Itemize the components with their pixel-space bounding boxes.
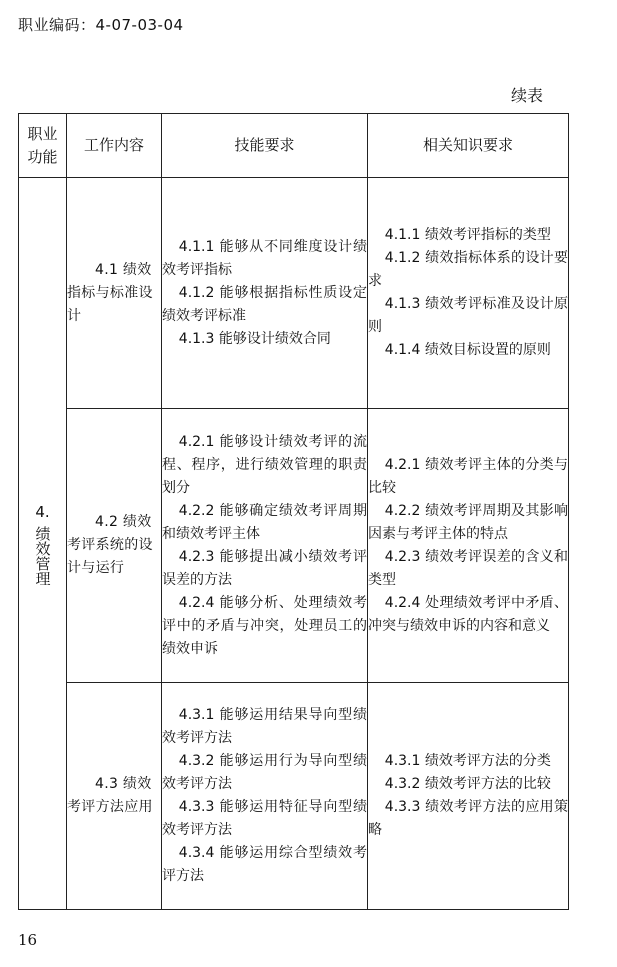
skill-requirements-table bbox=[18, 113, 569, 910]
content-text: 4.3 绩效考评方法应用 bbox=[67, 776, 153, 815]
skill-item: 4.3.3 能够运用特征导向型绩效考评方法 bbox=[162, 799, 367, 838]
knowledge-item: 4.3.1 绩效考评方法的分类 bbox=[384, 753, 551, 769]
content-cell bbox=[67, 409, 162, 683]
table-header-row bbox=[19, 114, 569, 178]
function-number: 4. bbox=[35, 502, 50, 521]
header-function-line1: 职业 bbox=[27, 124, 58, 143]
knowledge-item: 4.3.2 绩效考评方法的比较 bbox=[384, 776, 551, 792]
skill-item: 4.2.3 能够提出减小绩效考评误差的方法 bbox=[162, 548, 367, 588]
skill-item: 4.1.1 能够从不同维度设计绩效考评指标 bbox=[162, 238, 367, 278]
skills-cell bbox=[162, 683, 368, 910]
knowledge-item: 4.2.1 绩效考评主体的分类与比较 bbox=[368, 456, 568, 496]
knowledge-item: 4.1.2 绩效指标体系的设计要求 bbox=[368, 250, 568, 289]
skills-cell bbox=[162, 409, 368, 683]
table-row bbox=[19, 683, 569, 910]
knowledge-cell bbox=[368, 409, 569, 683]
skill-item: 4.1.2 能够根据指标性质设定绩效考评标准 bbox=[162, 284, 367, 324]
knowledge-cell bbox=[368, 178, 569, 409]
function-label: 绩效管理 bbox=[33, 525, 52, 586]
header-skills: 技能要求 bbox=[162, 114, 368, 178]
skills-cell bbox=[162, 178, 368, 409]
skill-item: 4.1.3 能够设计绩效合同 bbox=[178, 330, 331, 347]
skill-item: 4.2.4 能够分析、处理绩效考评中的矛盾与冲突，处理员工的绩效申诉 bbox=[162, 594, 367, 657]
header-knowledge: 相关知识要求 bbox=[368, 114, 569, 178]
content-text: 4.2 绩效考评系统的设计与运行 bbox=[67, 514, 153, 576]
content-cell bbox=[67, 683, 162, 910]
knowledge-item: 4.2.4 处理绩效考评中矛盾、冲突与绩效申诉的内容和意义 bbox=[368, 594, 568, 634]
knowledge-item: 4.3.3 绩效考评方法的应用策略 bbox=[368, 799, 568, 838]
knowledge-item: 4.2.3 绩效考评误差的含义和类型 bbox=[368, 548, 568, 588]
header-function bbox=[19, 114, 67, 178]
knowledge-item: 4.1.1 绩效考评指标的类型 bbox=[384, 227, 551, 243]
skill-item: 4.3.2 能够运用行为导向型绩效考评方法 bbox=[162, 753, 367, 792]
knowledge-cell bbox=[368, 683, 569, 910]
continued-label: 续表 bbox=[511, 86, 544, 105]
function-cell bbox=[19, 178, 67, 910]
skill-item: 4.2.2 能够确定绩效考评周期和绩效考评主体 bbox=[162, 502, 367, 542]
page-number: 16 bbox=[18, 931, 38, 949]
knowledge-item: 4.1.4 绩效目标设置的原则 bbox=[384, 342, 551, 358]
occupation-code: 职业编码：4-07-03-04 bbox=[18, 16, 184, 34]
table-row bbox=[19, 409, 569, 683]
skill-item: 4.3.1 能够运用结果导向型绩效考评方法 bbox=[162, 707, 367, 746]
knowledge-item: 4.2.2 绩效考评周期及其影响因素与考评主体的特点 bbox=[368, 502, 568, 542]
skill-item: 4.3.4 能够运用综合型绩效考评方法 bbox=[162, 845, 367, 884]
table-row bbox=[19, 178, 569, 409]
header-content: 工作内容 bbox=[67, 114, 162, 178]
header-function-line2: 功能 bbox=[27, 147, 58, 166]
knowledge-item: 4.1.3 绩效考评标准及设计原则 bbox=[368, 296, 568, 335]
content-cell bbox=[67, 178, 162, 409]
content-text: 4.1 绩效指标与标准设计 bbox=[67, 261, 153, 324]
skill-item: 4.2.1 能够设计绩效考评的流程、程序，进行绩效管理的职责划分 bbox=[162, 433, 367, 496]
